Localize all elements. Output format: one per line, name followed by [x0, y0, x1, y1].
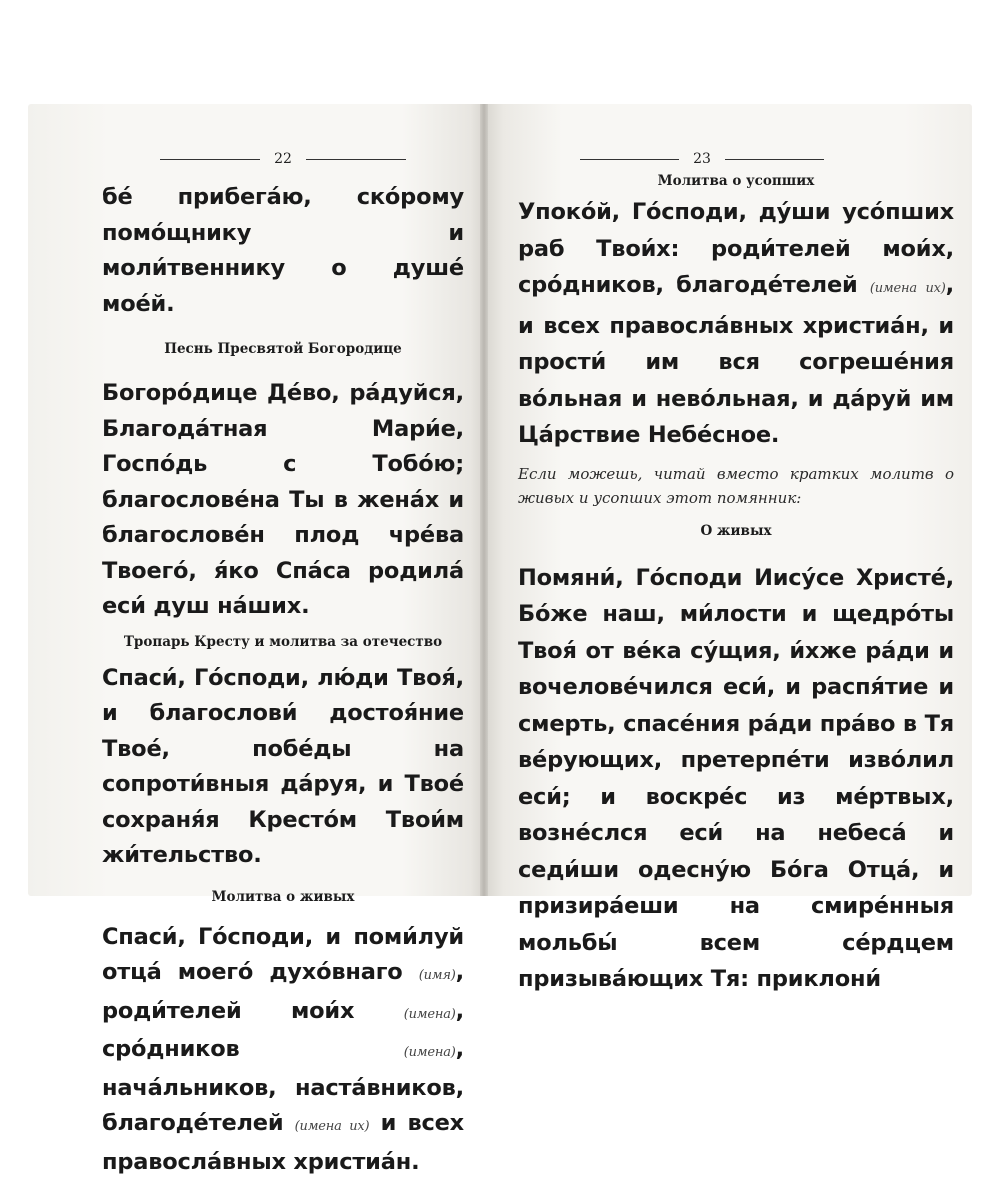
section-heading-troparion-cross: Тропарь Кресту и молитва за отечество [102, 633, 464, 651]
prayer-text-segment: , сро́дников [102, 998, 464, 1063]
header-rule-right [306, 159, 406, 160]
name-placeholder-note: (имя) [419, 968, 456, 983]
open-prayer-book [28, 104, 972, 896]
prayer-text-theotokos: Богоро́дице Де́во, ра́дуйся, Благода́тная Мари́е, Госпо́дь с Тобо́ю; благослове́на Ты в жена́х и благослове́н плод чре́ва Твоего́, я́ко Спа́са родила́ еси́ душ на́ших. [102, 376, 464, 625]
prayer-text-segment: и всех правосла́вных христиа́н. [102, 1110, 464, 1175]
prayer-text-commemoration: Помяни́, Го́споди Иису́се Христе́, Бо́же наш, ми́лости и щедро́ты Твоя́ от ве́ка су́щия, и́хже ра́ди и вочелове́чился еси́, и распя́тие и смерть, спасе́ния ра́ди пра́во в Тя ве́рующих, претерпе́ти изво́лил еси́; и воскре́с из ме́ртвых, возне́слся еси́ на небеса́ и седи́ши одесну́ю Бо́га Отца́, и призира́еши на смире́нныя мольбы́ всем се́рдцем призыва́ющих Тя: приклони́ [518, 560, 954, 998]
instruction-note: Если можешь, читай вместо кратких молитв о живых и усопших этот помянник: [518, 462, 954, 510]
prayer-text-for-departed [518, 194, 954, 454]
section-heading-prayer-for-living: Молитва о живых [102, 888, 464, 906]
right-page [484, 104, 972, 896]
book-spine-fold [480, 104, 488, 896]
prayer-text-segment: Упоко́й, Го́споди, ду́ши усо́пших раб Твои́х: роди́телей мои́х, сро́дников, благоде́телей [518, 199, 954, 298]
name-placeholder-note: (имена их) [295, 1119, 370, 1134]
header-rule-right [725, 159, 824, 160]
page-number-right: 23 [679, 152, 725, 166]
section-heading-of-living: О живых [518, 522, 954, 540]
left-page-content [102, 180, 464, 1180]
prayer-text-segment: , роди́телей мои́х [102, 959, 464, 1024]
name-placeholder-note: (имена их) [870, 281, 946, 296]
page-header-left [160, 148, 406, 170]
section-heading-prayer-for-departed: Молитва о усопших [518, 172, 954, 190]
prayer-text-segment: Спаси́, Го́споди, и поми́луй отца́ моего́ духо́внаго [102, 924, 464, 986]
header-rule-left [580, 159, 679, 160]
prayer-text-for-living [102, 920, 464, 1180]
page-number-left: 22 [260, 152, 306, 166]
prayer-text-segment: , нача́льников, наста́вников, благоде́телей [102, 1036, 464, 1136]
name-placeholder-note: (имена) [404, 1007, 456, 1022]
page-header-right [580, 148, 824, 170]
prayer-text-segment: , и всех правосла́вных христиа́н, и прости́ им вся согреше́ния во́льная и нево́льная, и да́руй им Ца́рствие Небе́сное. [518, 272, 954, 448]
right-page-content [518, 180, 954, 998]
prayer-text-troparion-cross: Спаси́, Го́споди, лю́ди Твоя́, и благослови́ достоя́ние Твое́, побе́ды на сопроти́вныя да́руя, и Твое́ сохраня́я Кресто́м Твои́м жи́тельство. [102, 661, 464, 874]
name-placeholder-note: (имена) [404, 1045, 456, 1060]
left-page [28, 104, 484, 896]
section-heading-song-theotokos: Песнь Пресвятой Богородице [102, 340, 464, 358]
header-rule-left [160, 159, 260, 160]
prayer-continuation-text: бе́ прибега́ю, ско́рому помо́щнику и моли́твеннику о душе́ мое́й. [102, 180, 464, 322]
